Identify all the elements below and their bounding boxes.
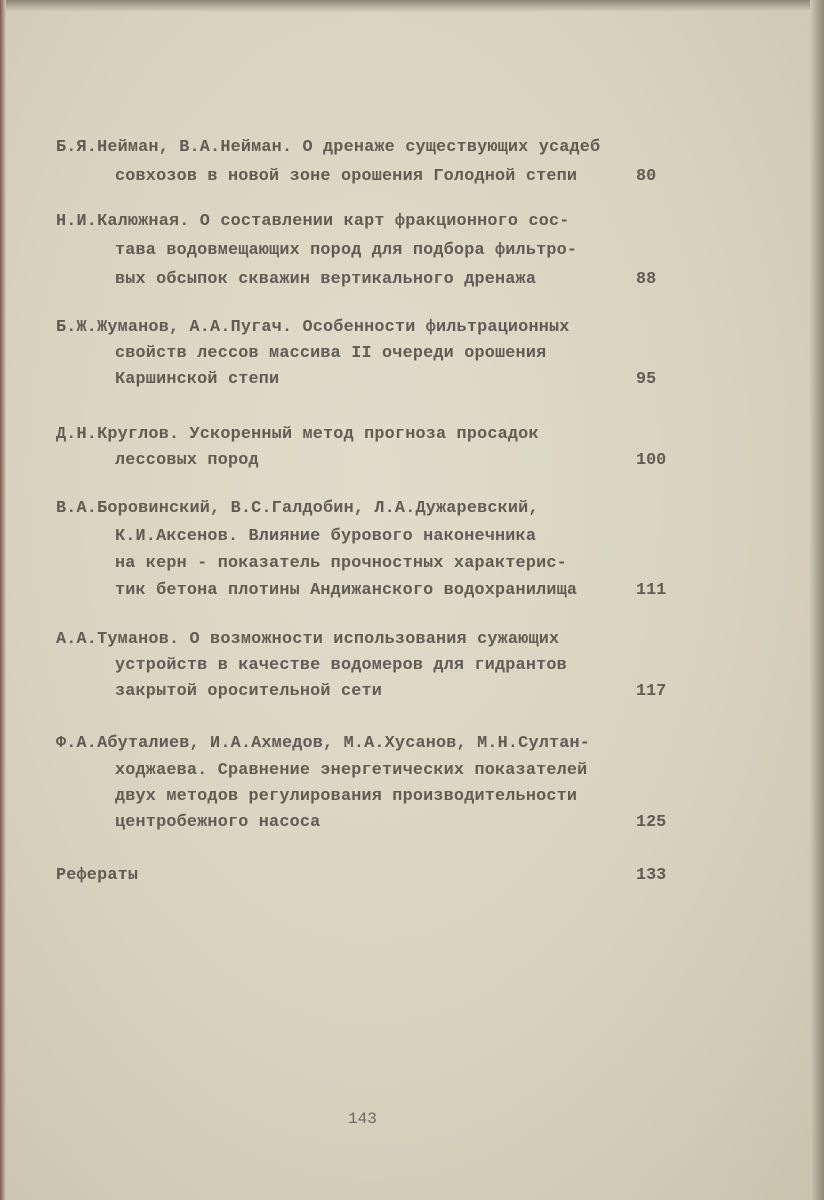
toc-entry-page: 133 xyxy=(636,866,667,885)
toc-entry-title: Ф.А.Абуталиев, И.А.Ахмедов, М.А.Хусанов, М.Н.Султан- xyxy=(56,734,591,753)
toc-entry-title: Б.Я.Нейман, В.А.Нейман. О дренаже существующих усадеб xyxy=(56,138,601,157)
toc-entry-title: Д.Н.Круглов. Ускоренный метод прогноза просадок xyxy=(56,425,539,444)
toc-entry-continuation: на керн - показатель прочностных характерис- xyxy=(115,554,567,573)
toc-entry-title: Рефераты xyxy=(56,866,139,885)
toc-entry-page: 111 xyxy=(636,581,667,600)
toc-entry-title: Б.Ж.Жуманов, А.А.Пугач. Особенности фильтрационных xyxy=(56,318,570,337)
toc-entry-continuation: двух методов регулирования производительности xyxy=(115,787,578,806)
toc-entry-continuation: совхозов в новой зоне орошения Голодной степи xyxy=(115,167,578,186)
page-left-edge xyxy=(0,0,6,1200)
page-right-edge xyxy=(810,0,824,1200)
toc-entry-continuation: тик бетона плотины Андижанского водохранилища xyxy=(115,581,578,600)
toc-entry-continuation: ходжаева. Сравнение энергетических показателей xyxy=(115,761,588,780)
toc-entry-page: 80 xyxy=(636,167,657,186)
toc-entry-continuation: закрытой оросительной сети xyxy=(115,682,383,701)
toc-entry-continuation: вых обсыпок скважин вертикального дренажа xyxy=(115,270,537,289)
toc-entry-title: А.А.Туманов. О возможности использования сужающих xyxy=(56,630,560,649)
toc-entry-page: 125 xyxy=(636,813,667,832)
page-top-edge xyxy=(0,0,824,12)
toc-entry-continuation: свойств лессов массива II очереди орошения xyxy=(115,344,547,363)
toc-entry-continuation: лессовых пород xyxy=(115,451,259,470)
toc-entry-continuation: устройств в качестве водомеров для гидрантов xyxy=(115,656,567,675)
toc-entry-page: 95 xyxy=(636,370,657,389)
toc-entry-page: 117 xyxy=(636,682,667,701)
toc-entry-continuation: К.И.Аксенов. Влияние бурового наконечника xyxy=(115,527,537,546)
toc-entry-title: В.А.Боровинский, В.С.Галдобин, Л.А.Дужаревский, xyxy=(56,499,539,518)
toc-entry-page: 100 xyxy=(636,451,667,470)
toc-entry-title: Н.И.Калюжная. О составлении карт фракционного сос- xyxy=(56,212,570,231)
toc-entry-page: 88 xyxy=(636,270,657,289)
toc-entry-continuation: тава водовмещающих пород для подбора фильтро- xyxy=(115,241,578,260)
page-number: 143 xyxy=(348,1110,377,1128)
toc-entry-continuation: Каршинской степи xyxy=(115,370,280,389)
toc-entry-continuation: центробежного насоса xyxy=(115,813,321,832)
